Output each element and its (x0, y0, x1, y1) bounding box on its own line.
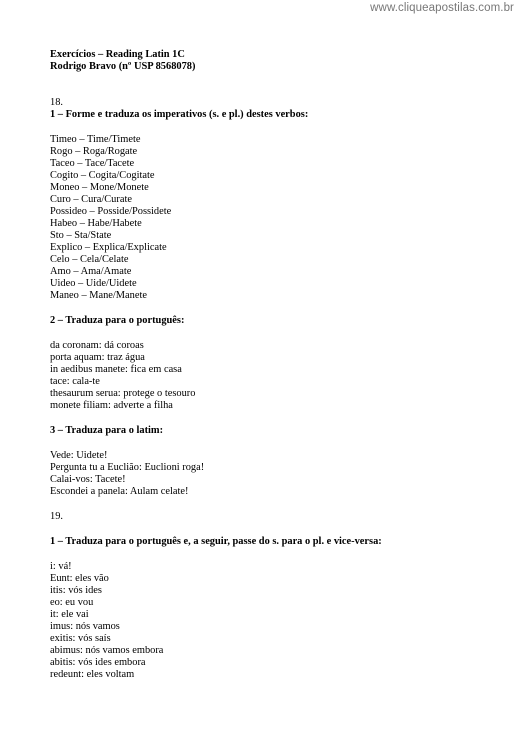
list-item: abimus: nós vamos embora (50, 645, 164, 656)
list-item: abitis: vós ides embora (50, 657, 146, 668)
list-item: Rogo – Roga/Rogate (50, 146, 138, 157)
list-item: it: ele vai (50, 609, 89, 620)
question-heading-18-1: 1 – Forme e traduza os imperativos (s. e pl.) destes verbos: (50, 109, 309, 120)
list-item: Calai-vos: Tacete! (50, 474, 126, 485)
list-item: Amo – Ama/Amate (50, 266, 132, 277)
list-item: Habeo – Habe/Habete (50, 218, 142, 229)
list-item: Timeo – Time/Timete (50, 134, 141, 145)
section-number-18: 18. (50, 97, 63, 108)
list-item: imus: nós vamos (50, 621, 120, 632)
document-title: Exercícios – Reading Latin 1C (50, 49, 185, 60)
list-item: monete filiam: adverte a filha (50, 400, 173, 411)
list-item: Vede: Uidete! (50, 450, 108, 461)
list-item: redeunt: eles voltam (50, 669, 135, 680)
list-item: Sto – Sta/State (50, 230, 112, 241)
list-item: exitis: vós saís (50, 633, 111, 644)
list-item: Taceo – Tace/Tacete (50, 158, 135, 169)
list-item: Eunt: eles vão (50, 573, 109, 584)
list-item: porta aquam: traz água (50, 352, 145, 363)
list-item: in aedibus manete: fica em casa (50, 364, 182, 375)
list-item: Pergunta tu a Euclião: Euclioni roga! (50, 462, 205, 473)
list-item: Cogito – Cogita/Cogitate (50, 170, 155, 181)
list-item: Curo – Cura/Curate (50, 194, 132, 205)
watermark-url: www.cliqueapostilas.com.br (370, 2, 514, 14)
document-body (50, 49, 490, 681)
question-heading-18-3: 3 – Traduza para o latim: (50, 425, 164, 436)
list-item: Maneo – Mane/Manete (50, 290, 147, 301)
author-line: Rodrigo Bravo (nº USP 8568078) (50, 61, 196, 72)
list-item: Moneo – Mone/Monete (50, 182, 149, 193)
imperatives-list (50, 134, 490, 302)
question-heading-19-1: 1 – Traduza para o português e, a seguir, passe do s. para o pl. e vice-versa: (50, 536, 382, 547)
list-item: Celo – Cela/Celate (50, 254, 129, 265)
translations-latin-list (50, 450, 490, 498)
section-number-19: 19. (50, 511, 63, 522)
question-heading-18-2: 2 – Traduza para o português: (50, 315, 185, 326)
list-item: Explico – Explica/Explicate (50, 242, 167, 253)
list-item: Escondei a panela: Aulam celate! (50, 486, 189, 497)
translations-pt-list (50, 340, 490, 412)
list-item: itis: vós ides (50, 585, 102, 596)
list-item: tace: cala-te (50, 376, 100, 387)
list-item: eo: eu vou (50, 597, 94, 608)
list-item: da coronam: dá coroas (50, 340, 144, 351)
list-item: i: vá! (50, 561, 72, 572)
verb-forms-list (50, 561, 490, 681)
list-item: thesaurum serua: protege o tesouro (50, 388, 196, 399)
list-item: Possideo – Posside/Possidete (50, 206, 172, 217)
list-item: Uideo – Uide/Uidete (50, 278, 137, 289)
